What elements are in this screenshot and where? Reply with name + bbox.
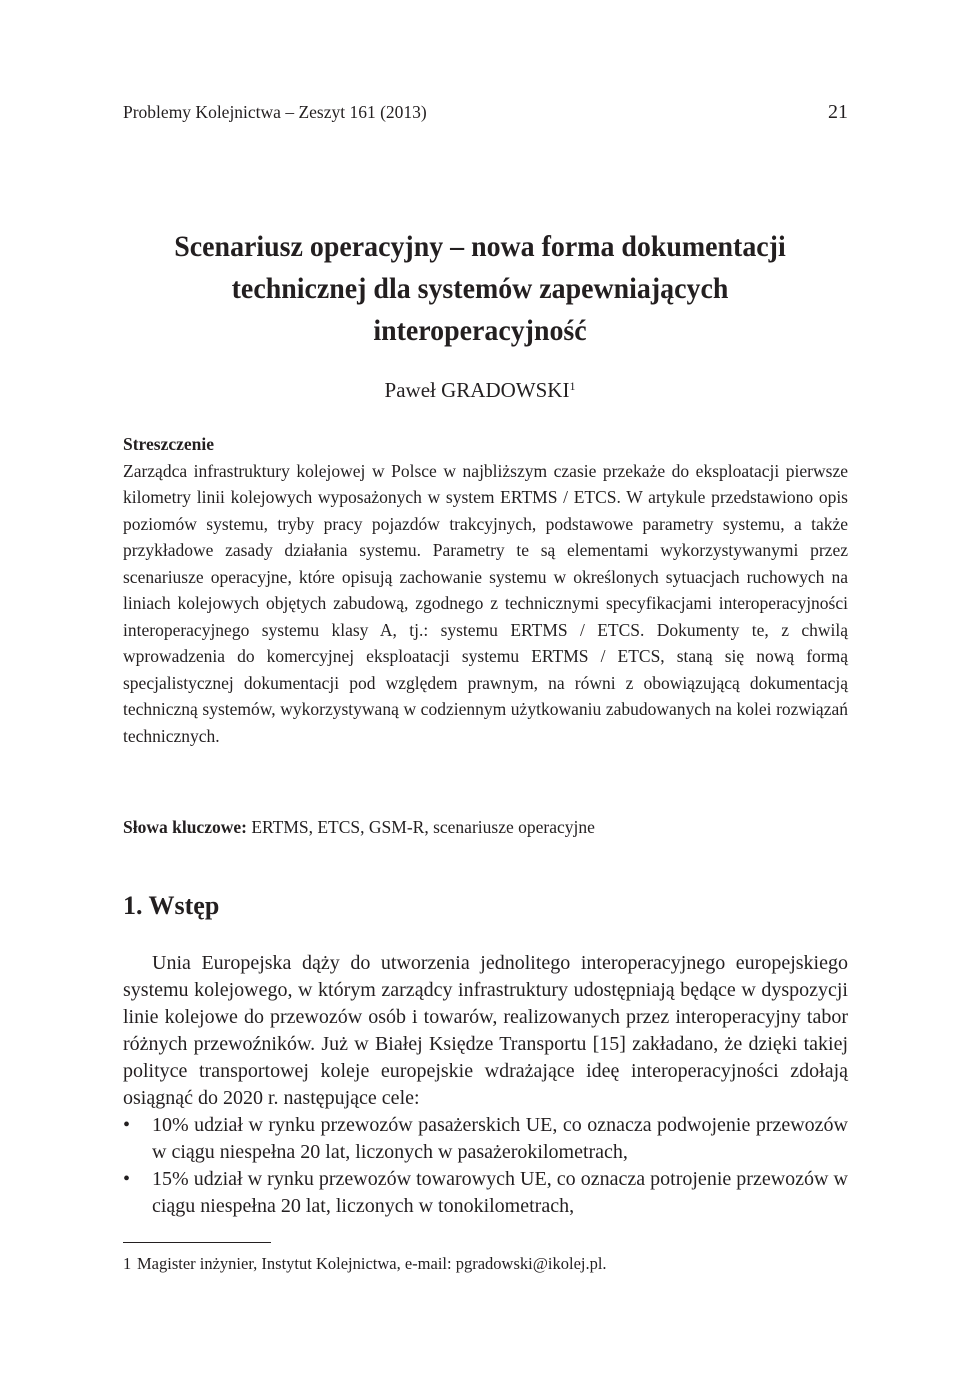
section-body [123, 950, 848, 1220]
title-line: interoperacyjność [373, 314, 587, 347]
abstract-heading: Streszczenie [123, 434, 215, 454]
page-number: 21 [828, 101, 848, 123]
goals-list [123, 1112, 848, 1220]
article-title [127, 226, 834, 352]
abstract [123, 431, 848, 749]
list-item-text: 15% udział w rynku przewozów towarowych UE, co oznacza potrojenie przewozów w ciągu niespełna 20 lat, liczonych w tonokilometrach, [152, 1168, 848, 1217]
intro-paragraph: Unia Europejska dąży do utworzenia jednolitego interoperacyjnego europejskiego systemu kolejowego, w którym zarządcy infrastruktury udostępniają będące w dyspozycji linie kolejowe do przewozów osób i towarów, realizowanych przez interoperacyjny tabor różnych przewoźników. Już w Białej Księdze Transportu [15] zakładano, że dzięki takiej polityce transportowej koleje europejskie wdrażające ideę interoperacyjności zdołają osiągnąć do 2020 r. następujące cele: [123, 952, 848, 1109]
keywords-label: Słowa kluczowe: [123, 817, 247, 837]
keywords [123, 814, 848, 840]
title-line: technicznej dla systemów zapewniających [231, 272, 729, 305]
footnote-text: Magister inżynier, Instytut Kolejnictwa, e-mail: pgradowski@ikolej.pl. [137, 1254, 607, 1273]
list-item [123, 1166, 848, 1220]
title-line: Scenariusz operacyjny – nowa forma dokumentacji [174, 230, 786, 263]
bullet-icon: • [123, 1168, 131, 1190]
author-name: Paweł GRADOWSKI [384, 378, 570, 402]
author-line [100, 372, 860, 404]
footnote-mark: 1 [123, 1254, 132, 1273]
journal-issue: Problemy Kolejnictwa – Zeszyt 161 (2013) [123, 102, 427, 122]
running-head [123, 99, 848, 125]
author-footnote-mark: 1 [569, 379, 576, 393]
bullet-icon: • [123, 1114, 131, 1136]
keywords-text: ERTMS, ETCS, GSM-R, scenariusze operacyjne [251, 817, 595, 837]
abstract-text: Zarządca infrastruktury kolejowej w Polsce w najbliższym czasie przekaże do eksploatacji pierwsze kilometry linii kolejowych wyposażonych w system ERTMS / ETCS. W artykule przedstawiono opis poziomów systemu, tryby pracy pojazdów trakcyjnych, podstawowe parametry systemu, a także przykładowe zasady działania systemu. Parametry te są elementami wykorzystywanymi przez scenariusze operacyjne, które opisują zachowanie systemu w określonych sytuacjach ruchowych na liniach kolejowych objętych zabudową, zgodnego z technicznymi specyfikacjami interoperacyjności interoperacyjnego systemu klasy A, tj.: systemu ERTMS / ETCS. Dokumenty te, z chwilą wprowadzenia do komercyjnej eksploatacji systemu ERTMS / ETCS, staną się nową formą specjalistycznej dokumentacji pod względem prawnym, na równi z obowiązującą dokumentacją techniczną systemów, wykorzystywaną w codziennym użytkowaniu zabudowanych na kolei rozwiązań technicznych. [123, 460, 848, 746]
list-item [123, 1112, 848, 1166]
footnote-divider [123, 1242, 271, 1243]
list-item-text: 10% udział w rynku przewozów pasażerskich UE, co oznacza podwojenie przewozów w ciągu niespełna 20 lat, liczonych w pasażerokilometrach, [152, 1114, 848, 1163]
section-heading: 1. Wstęp [123, 891, 220, 920]
footnote [123, 1252, 848, 1276]
